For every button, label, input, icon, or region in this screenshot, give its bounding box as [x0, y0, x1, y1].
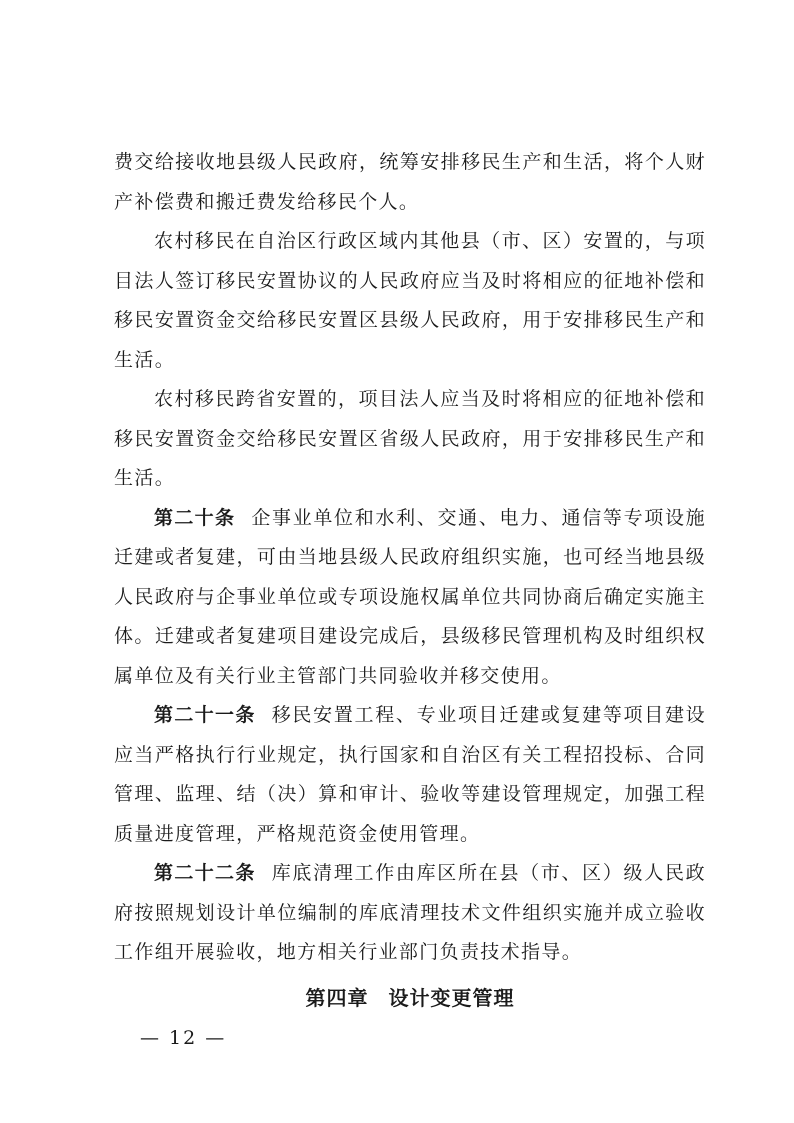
- paragraph-rural-cross-province: 农村移民跨省安置的，项目法人应当及时将相应的征地补偿和移民安置资金交给移民安置区省级人民政府，用于安排移民生产和生活。: [114, 388, 706, 489]
- article-21: [114, 696, 706, 854]
- article-20-text: 企事业单位和水利、交通、电力、通信等专项设施迁建或者复建，可由当地县级人民政府组织实施，也可经当地县级人民政府与企事业单位或专项设施权属单位共同协商后确定实施主体。迁建或者复建项目建设完成后，县级移民管理机构及时组织权属单位及有关行业主管部门共同验收并移交使用。: [114, 506, 706, 687]
- paragraph-continuation: 费交给接收地县级人民政府，统筹安排移民生产和生活，将个人财产补偿费和搬迁费发给移民个人。: [114, 151, 706, 213]
- chapter-title: 设计变更管理: [388, 985, 515, 1010]
- chapter-heading: [114, 982, 706, 1014]
- article-20: [114, 499, 706, 697]
- page-number: — 12 —: [140, 1027, 227, 1049]
- chapter-number: 第四章: [305, 985, 369, 1010]
- article-22-text: 库底清理工作由库区所在县（市、区）级人民政府按照规划设计单位编制的库底清理技术文件组织实施并成立验收工作组开展验收，地方相关行业部门负责技术指导。: [114, 862, 706, 963]
- article-20-label: 第二十条: [154, 506, 236, 529]
- article-22: [114, 854, 706, 973]
- paragraph-rural-in-region: 农村移民在自治区行政区域内其他县（市、区）安置的，与项目法人签订移民安置协议的人民政府应当及时将相应的征地补偿和移民安置资金交给移民安置区县级人民政府，用于安排移民生产和生活。: [114, 230, 706, 371]
- article-22-label: 第二十二条: [154, 862, 256, 884]
- document-body: [114, 143, 706, 1014]
- article-21-label: 第二十一条: [154, 704, 256, 726]
- article-21-text: 移民安置工程、专业项目迁建或复建等项目建设应当严格执行行业规定，执行国家和自治区有关工程招投标、合同管理、监理、结（决）算和审计、验收等建设管理规定，加强工程质量进度管理，严格规范资金使用管理。: [114, 704, 706, 845]
